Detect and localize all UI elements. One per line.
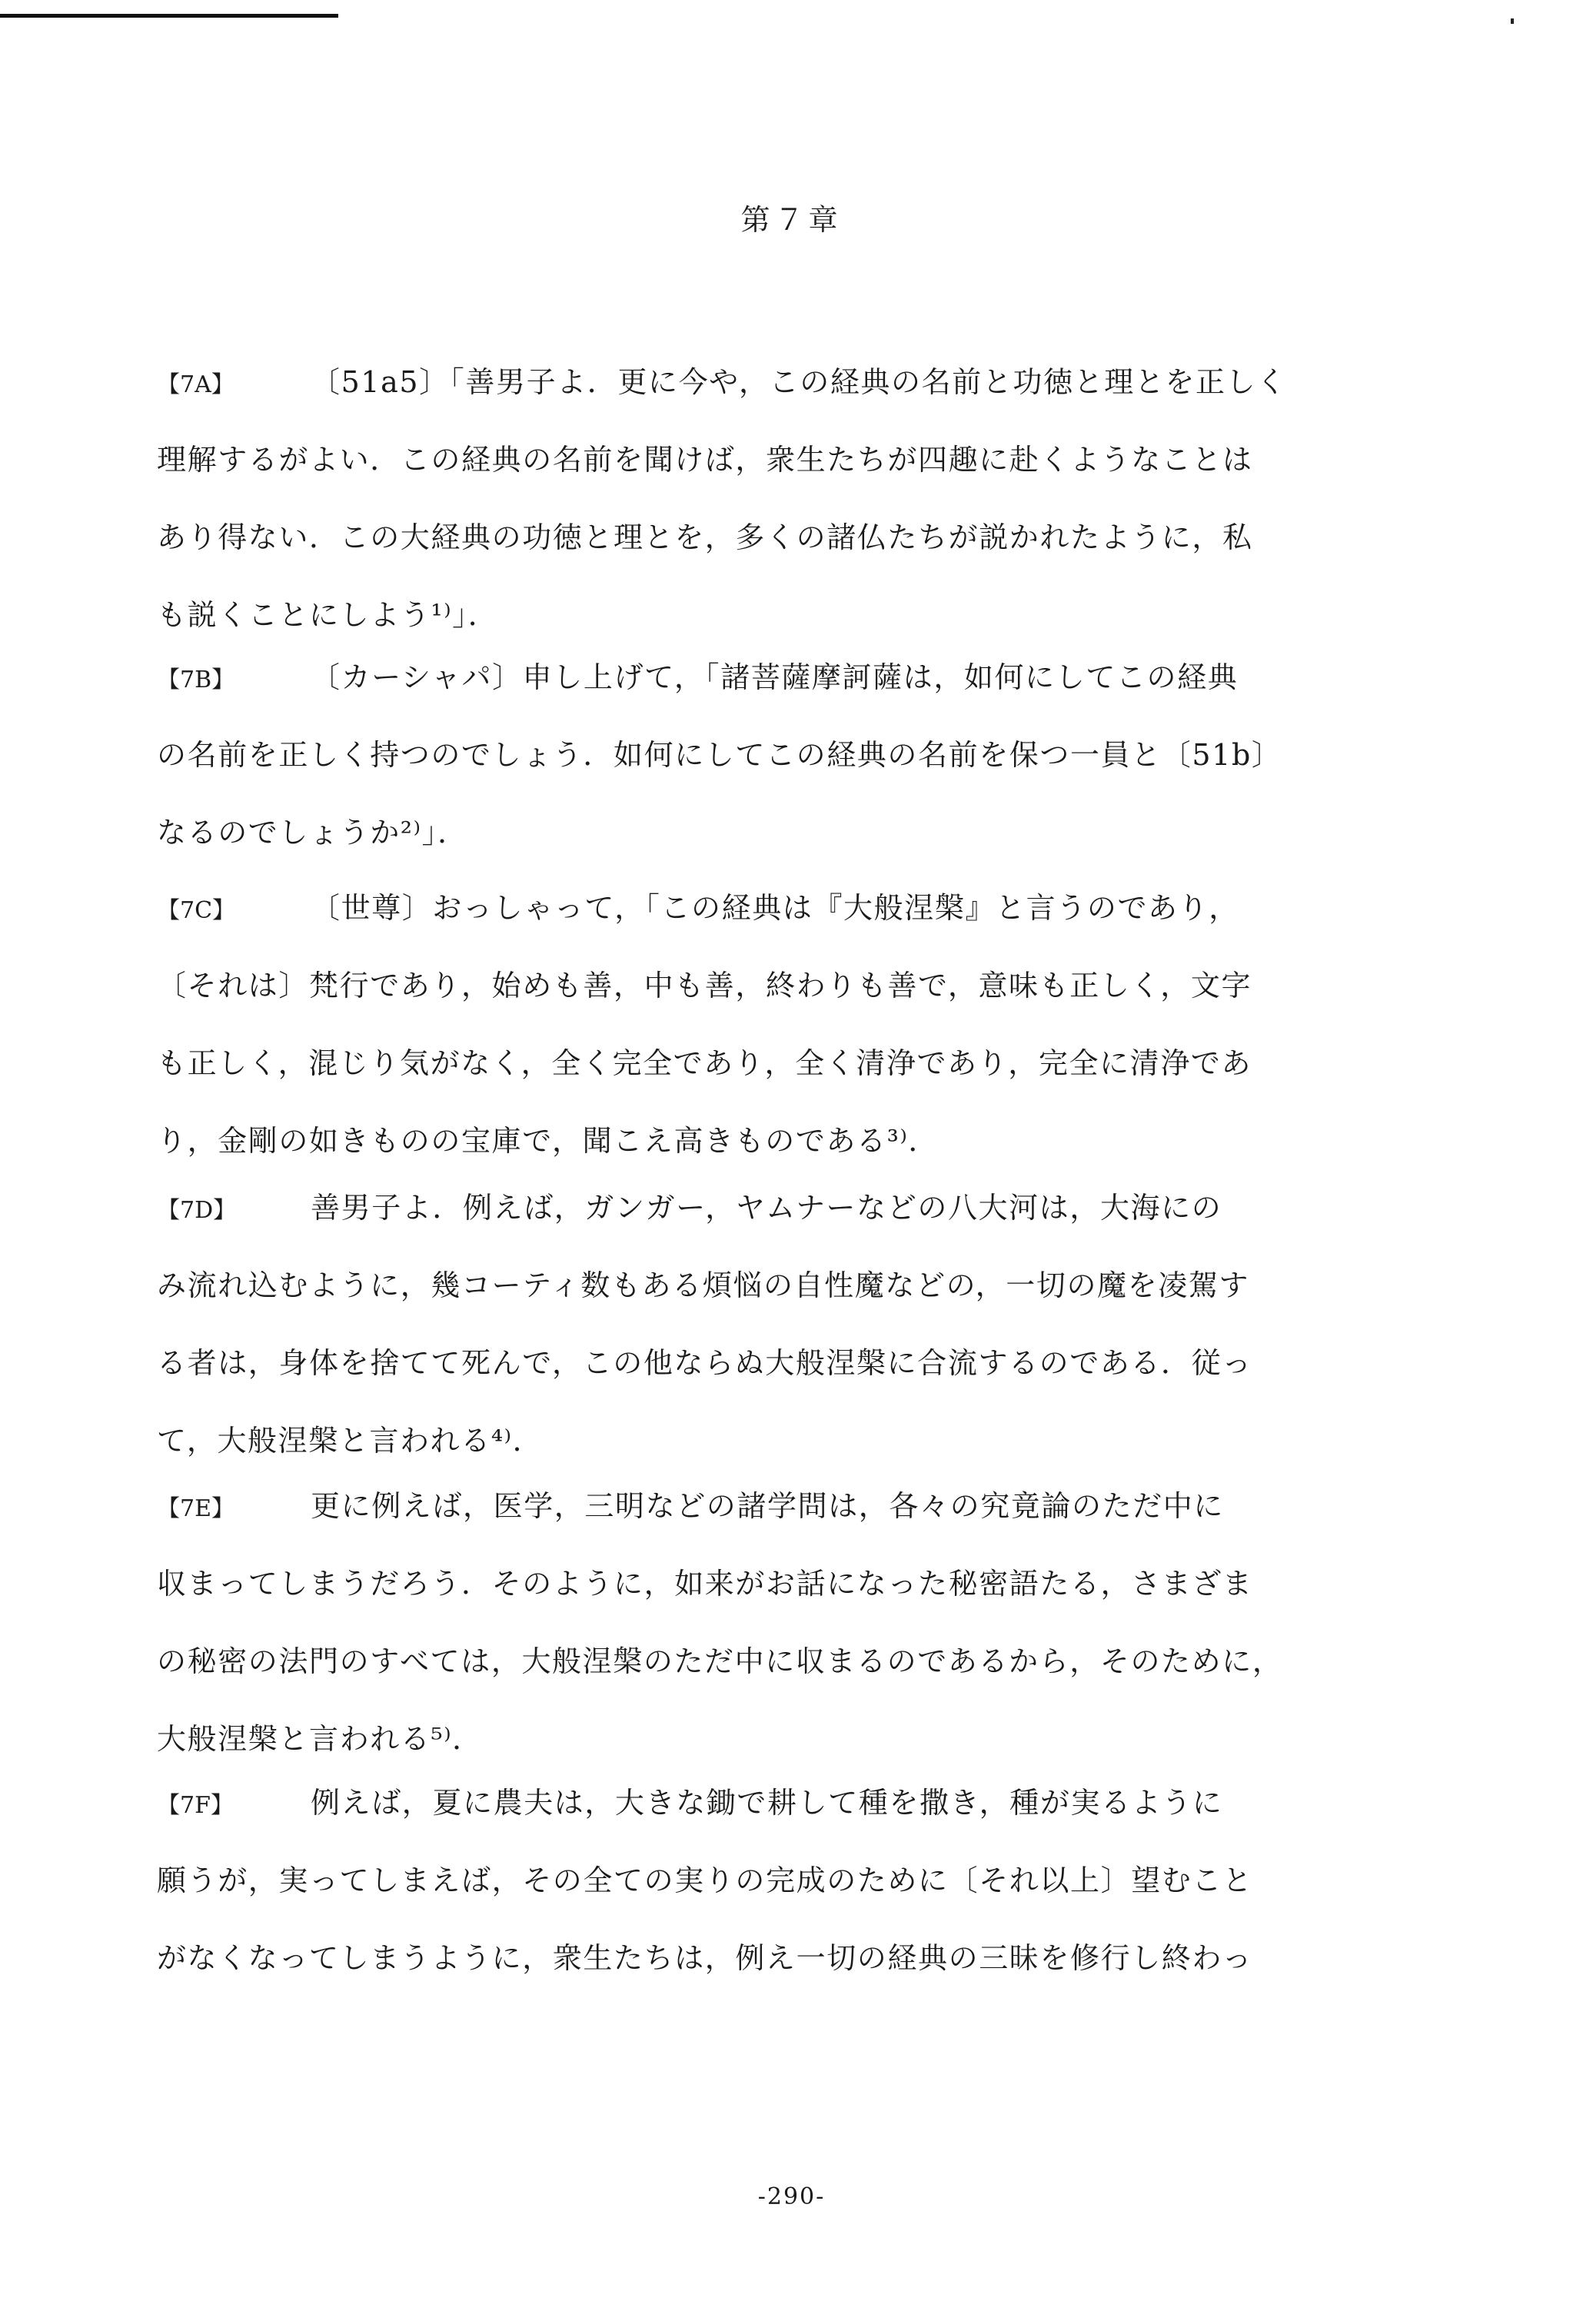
scan-edge-rule <box>0 14 338 18</box>
paragraph-label: 【7C】 <box>157 897 236 924</box>
paragraph-label: 【7A】 <box>157 371 234 398</box>
paragraph-line: る者は，身体を捨てて死んで，この他ならぬ大般涅槃に合流するのである．従っ <box>157 1346 1252 1380</box>
paragraph-line: 願うが，実ってしまえば，その全ての実りの完成のために〔それ以上〕望むこと <box>157 1864 1253 1897</box>
paragraph-line <box>157 1782 1433 1824</box>
chapter-title: 第７章 <box>740 203 843 237</box>
paragraph-line <box>157 361 1433 403</box>
paragraph-line <box>157 657 1433 698</box>
paragraph-label: 【7D】 <box>157 1197 237 1224</box>
paragraph-label: 【7E】 <box>157 1495 234 1522</box>
line-text: 例えば，夏に農夫は，大きな鋤で耕して種を撒き，種が実るように <box>311 1786 1223 1820</box>
paragraph-line <box>157 887 1433 929</box>
paragraph-line: なるのでしょうか²⁾」． <box>157 816 468 849</box>
paragraph-line: も説くことにしよう¹⁾」． <box>157 598 499 632</box>
paragraph-7b <box>157 657 1433 889</box>
paragraph-line: も正しく，混じり気がなく，全く完全であり，全く清浄であり，完全に清浄であ <box>157 1046 1252 1080</box>
paragraph-line: て，大般涅槃と言われる⁴⁾． <box>157 1424 544 1458</box>
paragraph-7c <box>157 887 1433 1198</box>
paragraph-line: り，金剛の如きものの宝庫で，聞こえ高きものである³⁾． <box>157 1124 939 1158</box>
line-text: 〔51a5〕「善男子よ．更に今や，この経典の名前と功徳と理とを正しく <box>311 365 1287 399</box>
paragraph-line: あり得ない．この大経典の功徳と理とを，多くの諸仏たちが説かれたように，私 <box>157 520 1253 554</box>
line-text: 更に例えば，医学，三明などの諸学問は，各々の究竟論のただ中に <box>311 1489 1225 1523</box>
paragraph-line <box>157 1485 1433 1527</box>
page-number: -290- <box>757 2183 826 2210</box>
paragraph-7e <box>157 1485 1433 1796</box>
paragraph-line: 大般涅槃と言われる⁵⁾． <box>157 1722 483 1756</box>
paragraph-line: 理解するがよい．この経典の名前を聞けば，衆生たちが四趣に赴くようなことは <box>157 443 1253 477</box>
paragraph-label: 【7F】 <box>157 1792 234 1819</box>
line-text: 善男子よ．例えば，ガンガー，ヤムナーなどの八大河は，大海にの <box>311 1191 1222 1225</box>
paragraph-line: 収まってしまうだろう．そのように，如来がお話になった秘密語たる，さまざま <box>157 1567 1253 1601</box>
paragraph-line: の秘密の法門のすべては，大般涅槃のただ中に収まるのであるから，そのために， <box>157 1644 1283 1678</box>
paragraph-line: がなくなってしまうように，衆生たちは，例え一切の経典の三昧を修行し終わっ <box>157 1941 1253 1975</box>
paragraph-7d <box>157 1187 1433 1498</box>
paragraph-line: 〔それは〕梵行であり，始めも善，中も善，終わりも善で，意味も正しく，文字 <box>157 969 1252 1002</box>
line-text: 〔カーシャパ〕申し上げて，「諸菩薩摩訶薩は，如何にしてこの経典 <box>311 660 1239 694</box>
paragraph-label: 【7B】 <box>157 667 235 693</box>
scan-speck <box>1511 18 1514 24</box>
paragraph-line: み流れ込むように，幾コーティ数もある煩悩の自性魔などの，一切の魔を凌駕す <box>157 1268 1250 1302</box>
paragraph-line: の名前を正しく持つのでしょう．如何にしてこの経典の名前を保つ一員と〔51b〕 <box>157 738 1282 772</box>
paragraph-line <box>157 1187 1433 1228</box>
paragraph-7a <box>157 361 1433 672</box>
paragraph-7f <box>157 1782 1433 2015</box>
line-text: 〔世尊〕おっしゃって，「この経典は『大般涅槃』と言うのであり， <box>311 891 1239 925</box>
